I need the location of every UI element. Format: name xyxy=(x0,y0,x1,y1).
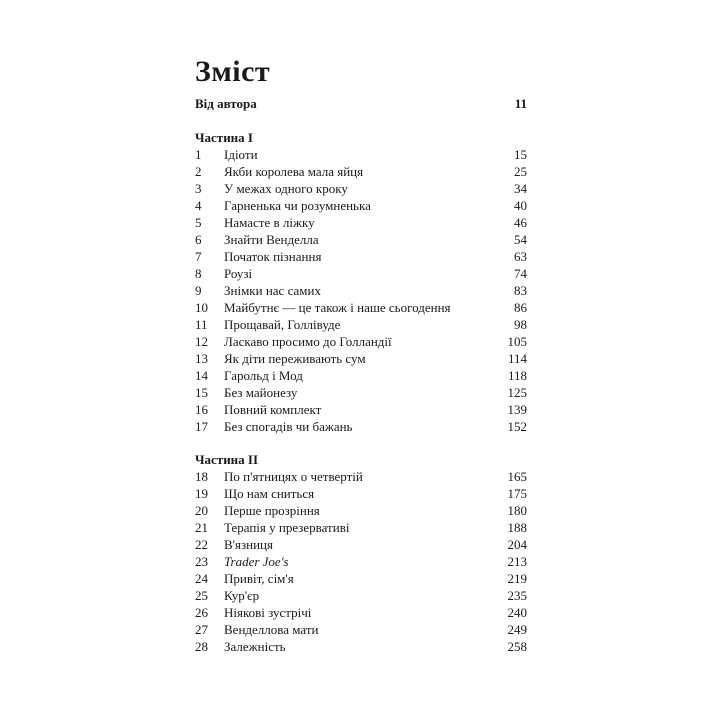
chapter-number: 11 xyxy=(195,317,208,332)
chapter-page: 175 xyxy=(507,486,527,501)
toc-entry[interactable] xyxy=(195,231,527,248)
chapter-page: 219 xyxy=(507,571,527,586)
toc-entry[interactable] xyxy=(195,502,527,519)
chapter-list xyxy=(195,468,527,655)
chapter-number: 27 xyxy=(195,622,208,637)
chapter-title: Знімки нас самих xyxy=(224,283,321,298)
toc-entry[interactable] xyxy=(195,485,527,502)
chapter-title: Без майонезу xyxy=(224,385,298,400)
chapter-page: 63 xyxy=(514,249,527,264)
chapter-page: 125 xyxy=(507,385,527,400)
chapter-page: 34 xyxy=(514,181,527,196)
toc-entry[interactable] xyxy=(195,570,527,587)
toc-entry[interactable] xyxy=(195,316,527,333)
chapter-title: Привіт, сім'я xyxy=(224,571,294,586)
chapter-page: 204 xyxy=(507,537,527,552)
chapter-page: 139 xyxy=(507,402,527,417)
chapter-number: 25 xyxy=(195,588,208,603)
chapter-number: 6 xyxy=(195,232,202,247)
toc-entry[interactable] xyxy=(195,401,527,418)
chapter-title: Гарненька чи розумненька xyxy=(224,198,371,213)
toc-entry[interactable] xyxy=(195,333,527,350)
chapter-page: 40 xyxy=(514,198,527,213)
chapter-number: 2 xyxy=(195,164,202,179)
toc-page xyxy=(195,55,527,655)
chapter-page: 235 xyxy=(507,588,527,603)
toc-entry[interactable] xyxy=(195,384,527,401)
chapter-page: 152 xyxy=(507,419,527,434)
chapter-title: В'язниця xyxy=(224,537,273,552)
chapter-page: 74 xyxy=(514,266,527,281)
chapter-page: 46 xyxy=(514,215,527,230)
chapter-title: Ласкаво просимо до Голландії xyxy=(224,334,392,349)
chapter-page: 165 xyxy=(507,469,527,484)
chapter-number: 4 xyxy=(195,198,202,213)
toc-entry[interactable] xyxy=(195,621,527,638)
chapter-page: 180 xyxy=(507,503,527,518)
chapter-page: 98 xyxy=(514,317,527,332)
chapter-number: 10 xyxy=(195,300,208,315)
chapter-number: 15 xyxy=(195,385,208,400)
chapter-number: 13 xyxy=(195,351,208,366)
chapter-title: Роузі xyxy=(224,266,253,281)
chapter-number: 23 xyxy=(195,554,208,569)
chapter-title: По п'ятницях о четвертій xyxy=(224,469,363,484)
toc-entry-author-note[interactable] xyxy=(195,95,527,112)
chapter-title: Як діти переживають сум xyxy=(224,351,366,366)
chapter-title: Майбутнє — це також і наше сьогодення xyxy=(224,300,451,315)
toc-entry[interactable] xyxy=(195,163,527,180)
toc-entry[interactable] xyxy=(195,418,527,435)
chapter-title: У межах одного кроку xyxy=(224,181,348,196)
chapter-list xyxy=(195,146,527,435)
chapter-title: Повний комплект xyxy=(224,402,322,417)
chapter-page: 83 xyxy=(514,283,527,298)
page-title: Зміст xyxy=(195,55,271,88)
chapter-number: 19 xyxy=(195,486,208,501)
chapter-page: 249 xyxy=(507,622,527,637)
chapter-page: 114 xyxy=(507,351,527,366)
chapter-number: 20 xyxy=(195,503,208,518)
chapter-title: Терапія у презервативі xyxy=(224,520,350,535)
chapter-title: Гарольд і Мод xyxy=(224,368,303,383)
chapter-number: 21 xyxy=(195,520,208,535)
toc-entry[interactable] xyxy=(195,604,527,621)
chapter-page: 86 xyxy=(514,300,527,315)
chapter-page: 213 xyxy=(507,554,527,569)
toc-entry[interactable] xyxy=(195,638,527,655)
chapter-title: Що нам сниться xyxy=(224,486,315,501)
chapter-number: 18 xyxy=(195,469,208,484)
chapter-page: 258 xyxy=(507,639,527,654)
chapter-number: 7 xyxy=(195,249,202,264)
toc-entry[interactable] xyxy=(195,214,527,231)
chapter-number: 14 xyxy=(195,368,208,383)
chapter-title: Знайти Венделла xyxy=(224,232,319,247)
chapter-page: 188 xyxy=(507,520,527,535)
toc-entry[interactable] xyxy=(195,299,527,316)
chapter-page: 15 xyxy=(514,147,527,162)
chapter-title: Без спогадів чи бажань xyxy=(224,419,353,434)
part-heading: Частина II xyxy=(195,452,259,467)
chapter-title: Кур'єр xyxy=(224,588,260,603)
chapter-page: 54 xyxy=(514,232,527,247)
chapter-number: 17 xyxy=(195,419,208,434)
chapter-page: 105 xyxy=(507,334,527,349)
toc-entry[interactable] xyxy=(195,180,527,197)
toc-entry[interactable] xyxy=(195,468,527,485)
chapter-number: 16 xyxy=(195,402,208,417)
chapter-number: 3 xyxy=(195,181,202,196)
chapter-title: Намасте в ліжку xyxy=(224,215,315,230)
chapter-page: 118 xyxy=(507,368,527,383)
chapter-title: Ніякові зустрічі xyxy=(224,605,312,620)
toc-entry[interactable] xyxy=(195,553,527,570)
chapter-number: 22 xyxy=(195,537,208,552)
toc-entry[interactable] xyxy=(195,350,527,367)
part-heading: Частина I xyxy=(195,130,253,145)
entry-title: Від автора xyxy=(195,96,257,111)
toc-entry[interactable] xyxy=(195,536,527,553)
chapter-number: 12 xyxy=(195,334,208,349)
chapter-title: Прощавай, Голлівуде xyxy=(224,317,341,332)
toc-entry[interactable] xyxy=(195,519,527,536)
chapter-number: 9 xyxy=(195,283,202,298)
chapter-number: 1 xyxy=(195,147,202,162)
chapter-title: Якби королева мала яйця xyxy=(224,164,364,179)
chapter-title: Перше прозріння xyxy=(224,503,320,518)
chapter-title: Венделлова мати xyxy=(224,622,319,637)
toc-entry[interactable] xyxy=(195,197,527,214)
chapter-number: 28 xyxy=(195,639,208,654)
chapter-number: 26 xyxy=(195,605,208,620)
chapter-title: Trader Joe's xyxy=(224,554,289,569)
toc-entry[interactable] xyxy=(195,265,527,282)
toc-entry[interactable] xyxy=(195,367,527,384)
chapter-title: Початок пізнання xyxy=(224,249,322,264)
toc-entry[interactable] xyxy=(195,146,527,163)
chapter-number: 24 xyxy=(195,571,208,586)
chapter-title: Ідіоти xyxy=(224,147,258,162)
chapter-number: 5 xyxy=(195,215,202,230)
chapter-page: 240 xyxy=(507,605,527,620)
chapter-number: 8 xyxy=(195,266,202,281)
chapter-title: Залежність xyxy=(224,639,286,654)
toc-entry[interactable] xyxy=(195,248,527,265)
toc-entry[interactable] xyxy=(195,282,527,299)
toc-entry[interactable] xyxy=(195,587,527,604)
entry-page: 11 xyxy=(514,96,527,111)
chapter-page: 25 xyxy=(514,164,527,179)
